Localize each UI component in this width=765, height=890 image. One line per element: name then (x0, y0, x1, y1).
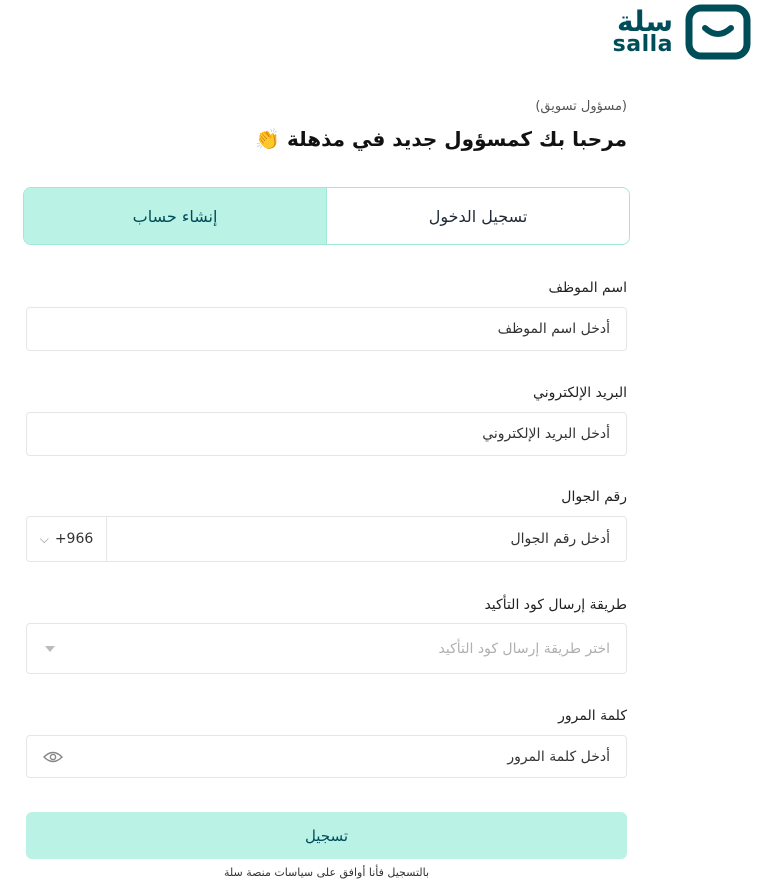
salla-bag-icon (685, 4, 751, 60)
page-title: مرحبا بك كمسؤول جديد في مذهلة 👏 (255, 127, 627, 151)
verification-method-select[interactable] (26, 623, 627, 674)
chevron-down-icon: ⌵ (39, 531, 49, 546)
employee-name-value: أدخل اسم الموظف (497, 321, 610, 337)
password-label: كلمة المرور (558, 708, 627, 724)
country-code-value: +966 (54, 531, 94, 547)
email-input[interactable] (26, 412, 627, 456)
logo-arabic-text: سلة (617, 5, 673, 38)
tab-login[interactable]: تسجيل الدخول (327, 188, 629, 244)
register-button[interactable]: تسجيل (26, 812, 627, 859)
role-subtitle: (مسؤول تسويق) (535, 99, 627, 114)
logo-english-text: salla (612, 32, 673, 57)
salla-logo (613, 4, 751, 60)
auth-tabs (23, 187, 630, 245)
employee-name-label: اسم الموظف (548, 280, 627, 296)
verification-method-placeholder: اختر طريقة إرسال كود التأكيد (438, 640, 610, 657)
caret-down-icon (45, 646, 55, 652)
employee-name-input[interactable] (26, 307, 627, 351)
phone-input[interactable] (26, 516, 627, 562)
password-input[interactable] (26, 735, 627, 778)
verification-method-label: طريقة إرسال كود التأكيد (484, 597, 627, 613)
email-value: أدخل البريد الإلكتروني (482, 426, 610, 442)
country-code-select[interactable] (27, 517, 107, 561)
logo-text (612, 5, 673, 57)
password-value: أدخل كلمة المرور (507, 748, 610, 765)
terms-text: بالتسجيل فأنا أوافق على سياسات منصة سلة (223, 866, 430, 879)
email-label: البريد الإلكتروني (533, 385, 627, 401)
phone-label: رقم الجوال (561, 489, 627, 505)
phone-value: أدخل رقم الجوال (510, 531, 610, 547)
tab-signup[interactable]: إنشاء حساب (24, 188, 327, 244)
eye-icon[interactable] (43, 750, 63, 764)
